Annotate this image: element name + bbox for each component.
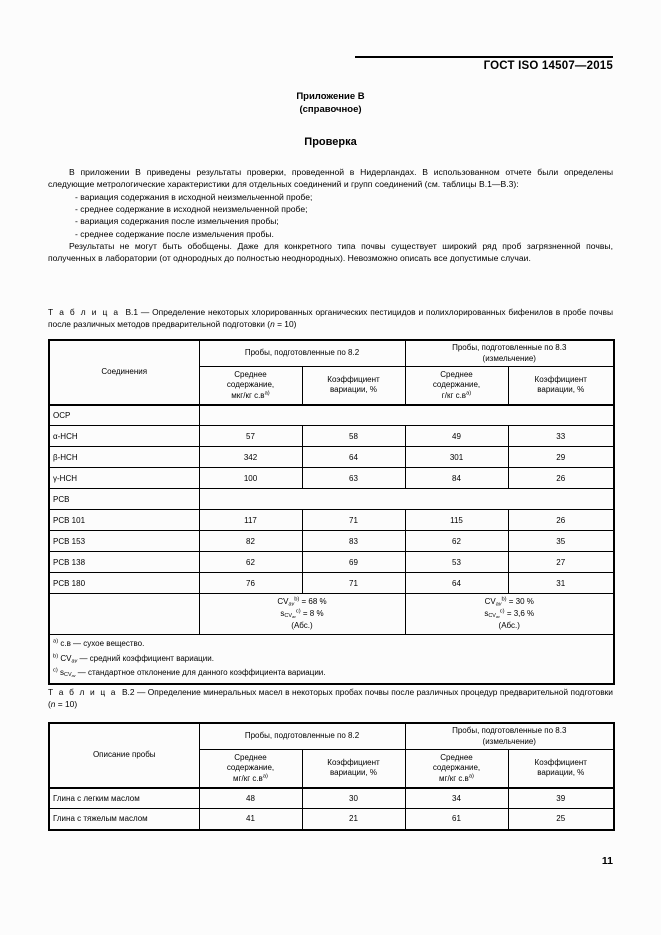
table-b1-row-5-label: PCB 101 bbox=[49, 510, 199, 531]
cv-symbol: CV bbox=[484, 597, 496, 606]
footnote-b-subscript: av bbox=[71, 657, 78, 664]
table-b1-hdr3-l2: содержание, bbox=[432, 380, 481, 389]
section-title: Проверка bbox=[304, 136, 357, 148]
table-b2-header-group-row bbox=[49, 723, 614, 750]
table-b1-row-ocp-label: OCP bbox=[49, 405, 199, 426]
table-b1-row-5-c1: 117 bbox=[199, 510, 302, 531]
table-b2-caption-text: — Определение минеральных масел в некоторых пробах почвы после различных процедур предварительной подготовки ( bbox=[48, 687, 613, 710]
cv-symbol: CV bbox=[277, 597, 289, 606]
annex-title-block bbox=[48, 90, 613, 116]
table-b1-hdr2-l2: вариации, % bbox=[329, 385, 378, 395]
table-b2-row-1-c4: 39 bbox=[508, 788, 614, 809]
table-b1-row-2-c1: 342 bbox=[199, 447, 302, 468]
table-b1-row-8-c1: 76 bbox=[199, 573, 302, 594]
table-row bbox=[49, 468, 614, 489]
footnote-c bbox=[53, 666, 610, 681]
table-b1-header-group-8-3 bbox=[405, 340, 614, 367]
cv-value: = 30 % bbox=[506, 597, 534, 606]
table-b1-row-8-c2: 71 bbox=[302, 573, 405, 594]
intro-paragraph-2: Результаты не могут быть обобщены. Даже для конкретного типа почвы существует широкий ряд проб загрязненной почвы, полученных в лаборатории (от однородных до полностью неоднородных). Невозможно описать все допустимые случаи. bbox=[48, 241, 613, 264]
table-b1-hdr2-l1: Коэффициент bbox=[327, 374, 380, 384]
cv-footnote-ref: b) bbox=[294, 596, 300, 603]
table-b1-row-6-c4: 35 bbox=[508, 531, 614, 552]
s-footnote-ref: c) bbox=[499, 608, 505, 615]
table-row bbox=[49, 531, 614, 552]
table-b1-row-1-c2: 58 bbox=[302, 426, 405, 447]
table-b1-header-cv-2 bbox=[508, 367, 614, 405]
cv-value: = 68 % bbox=[299, 597, 327, 606]
table-b1-header-mean-content-1 bbox=[199, 367, 302, 405]
table-b1-row-2-c4: 29 bbox=[508, 447, 614, 468]
table-b1-row-5-c2: 71 bbox=[302, 510, 405, 531]
table-b2-hdr3-l3: мг/кг с.в bbox=[439, 773, 469, 783]
footnote-b-text: — средний коэффициент вариации. bbox=[77, 653, 214, 663]
table-b1-summary-right-line1 bbox=[409, 596, 611, 608]
footnote-c-subscript bbox=[64, 672, 75, 678]
table-b2-header-group-8-3-line1: Пробы, подготовленные по 8.3 bbox=[452, 726, 567, 735]
intro-body-text bbox=[48, 166, 613, 265]
table-b2-header-group-8-3 bbox=[405, 723, 614, 750]
s-sub-av: av bbox=[495, 615, 500, 620]
table-b2-caption-n: n bbox=[50, 699, 56, 710]
table-b2-row-1-label: Глина с легким маслом bbox=[49, 788, 199, 809]
table-row bbox=[49, 405, 614, 426]
table-b1-caption-n-value: = 10) bbox=[274, 319, 297, 330]
footnote-b-symbol: CV bbox=[58, 653, 72, 663]
table-b1-summary-left-line2 bbox=[203, 608, 402, 620]
table-b1-notes-row bbox=[49, 635, 614, 684]
bullet-item-4: - среднее содержание после измельчения пробы. bbox=[75, 228, 274, 239]
table-b2-caption-n-value: = 10) bbox=[55, 699, 78, 710]
table-b1-summary-right bbox=[405, 594, 614, 635]
table-b1-row-7-c3: 53 bbox=[405, 552, 508, 573]
table-b1-caption bbox=[48, 306, 613, 330]
table-b2-hdr3-sup: а) bbox=[468, 772, 474, 779]
table-b1-row-pcb-label: PCB bbox=[49, 489, 199, 510]
table-b1-hdr3-sup: а) bbox=[466, 389, 472, 396]
table-b2-hdr4-l2: вариации, % bbox=[537, 768, 585, 778]
table-b1-row-1-c4: 33 bbox=[508, 426, 614, 447]
bullet-item-2: - среднее содержание в исходной неизмельченной пробе; bbox=[75, 204, 308, 215]
footnote-b bbox=[53, 652, 610, 667]
s-subscript bbox=[488, 613, 499, 619]
table-b1-row-1-c3: 49 bbox=[405, 426, 508, 447]
table-b1-row-6-c3: 62 bbox=[405, 531, 508, 552]
table-b1-row-7-label: PCB 138 bbox=[49, 552, 199, 573]
s-value: = 3,6 % bbox=[504, 609, 535, 618]
table-b2-header-mean-content-2 bbox=[405, 750, 508, 788]
table-b1-summary-left bbox=[199, 594, 405, 635]
footnote-c-sub-cv: CV bbox=[64, 672, 72, 679]
table-b2-row-2-label: Глина с тяжелым маслом bbox=[49, 809, 199, 830]
footnote-c-symbol: s bbox=[57, 668, 65, 677]
table-b2-row-2-c1: 41 bbox=[199, 809, 302, 830]
table-b2-hdr3-l1: Среднее bbox=[440, 752, 473, 762]
table-b1-row-6-label: PCB 153 bbox=[49, 531, 199, 552]
table-b1-header-compounds: Соединения bbox=[49, 340, 199, 405]
table-b1-header-group-8-2: Пробы, подготовленные по 8.2 bbox=[199, 340, 405, 367]
table-b2-caption-number: В.2 bbox=[121, 687, 135, 697]
table-b1-summary-right-line2 bbox=[409, 608, 611, 620]
bullet-item-1: - вариация содержания в исходной неизмельченной пробе; bbox=[75, 191, 313, 202]
table-b1-row-3-c4: 26 bbox=[508, 468, 614, 489]
cv-subscript: av bbox=[495, 601, 502, 608]
table-b2-hdr2-l1: Коэффициент bbox=[327, 757, 380, 767]
table-b1 bbox=[48, 339, 615, 685]
table-b2-header-cv-2 bbox=[508, 750, 614, 788]
footnote-a bbox=[53, 637, 610, 652]
table-b2-header-group-8-3-line2: (измельчение) bbox=[482, 736, 536, 746]
table-b2-hdr1-sup: а) bbox=[262, 772, 268, 779]
table-b1-row-2-c2: 64 bbox=[302, 447, 405, 468]
table-b2-row-1-c2: 30 bbox=[302, 788, 405, 809]
table-b1-row-5-c3: 115 bbox=[405, 510, 508, 531]
table-b2-hdr4-l1: Коэффициент bbox=[534, 757, 587, 767]
footnote-a-text: с.в — сухое вещество. bbox=[58, 639, 145, 648]
table-row bbox=[49, 510, 614, 531]
table-b1-caption-n: n bbox=[270, 319, 275, 330]
table-row bbox=[49, 552, 614, 573]
table-b1-header-group-8-3-line1: Пробы, подготовленные по 8.3 bbox=[452, 343, 567, 352]
table-b1-row-7-c4: 27 bbox=[508, 552, 614, 573]
table-b2-row-2-c3: 61 bbox=[405, 809, 508, 830]
table-b1-row-3-c3: 84 bbox=[405, 468, 508, 489]
table-b1-hdr4-l2: вариации, % bbox=[537, 385, 585, 395]
table-b1-row-3-c1: 100 bbox=[199, 468, 302, 489]
table-b1-row-3-c2: 63 bbox=[302, 468, 405, 489]
table-b2-row-2-c2: 21 bbox=[302, 809, 405, 830]
table-b2-header-cv-1 bbox=[302, 750, 405, 788]
table-b1-row-pcb-empty bbox=[199, 489, 614, 510]
table-b2-caption-prefix: Т а б л и ц а bbox=[48, 687, 118, 697]
table-b2-row-2-c4: 25 bbox=[508, 809, 614, 830]
table-b1-row-1-c1: 57 bbox=[199, 426, 302, 447]
table-b1-hdr1-l3: мкг/кг с.в bbox=[231, 390, 265, 400]
table-b1-hdr4-l1: Коэффициент bbox=[534, 374, 587, 384]
table-b2-hdr1-l1: Среднее bbox=[234, 752, 267, 762]
table-b1-row-3-label: γ-HCH bbox=[49, 468, 199, 489]
table-b1-row-8-c3: 64 bbox=[405, 573, 508, 594]
s-sub-cv: CV bbox=[284, 613, 292, 620]
footnote-c-marker: c) bbox=[53, 667, 58, 674]
table-b1-row-7-c1: 62 bbox=[199, 552, 302, 573]
s-value: = 8 % bbox=[300, 609, 324, 618]
table-b1-caption-text: — Определение некоторых хлорированных органических пестицидов и полихлорированных бифенилов в пробе почвы после различных методов предварительной подготовки ( bbox=[48, 307, 613, 330]
table-b1-header-mean-content-2 bbox=[405, 367, 508, 405]
s-subscript bbox=[284, 613, 295, 619]
footnote-b-marker: b) bbox=[53, 652, 59, 659]
s-sub-cv: CV bbox=[488, 613, 496, 620]
table-b1-summary-row bbox=[49, 594, 614, 635]
footnote-c-sub-av: av bbox=[71, 674, 76, 679]
table-b2-row-1-c3: 34 bbox=[405, 788, 508, 809]
table-b1-row-7-c2: 69 bbox=[302, 552, 405, 573]
table-b1-footnotes bbox=[49, 635, 614, 684]
table-b1-header-cv-1 bbox=[302, 367, 405, 405]
table-b2-hdr2-l2: вариации, % bbox=[329, 768, 378, 778]
table-b2-hdr1-l2: содержание, bbox=[226, 763, 275, 772]
table-row bbox=[49, 489, 614, 510]
table-b2-hdr3-l2: содержание, bbox=[432, 763, 481, 772]
table-b2-header-sample-description: Описание пробы bbox=[49, 723, 199, 788]
table-b1-row-8-label: PCB 180 bbox=[49, 573, 199, 594]
s-symbol: s bbox=[280, 609, 285, 618]
bullet-item-3: - вариация содержания после измельчения пробы; bbox=[75, 216, 279, 227]
table-b1-header-group-8-3-line2: (измельчение) bbox=[482, 353, 536, 363]
table-b1-row-1-label: α-HCH bbox=[49, 426, 199, 447]
table-b1-summary-left-line1 bbox=[203, 596, 402, 608]
table-b1-hdr3-l1: Среднее bbox=[440, 369, 473, 379]
header-rule bbox=[355, 56, 613, 58]
footnote-a-marker: а) bbox=[53, 638, 59, 645]
page-number: 11 bbox=[601, 855, 613, 867]
table-b2-row-1-c1: 48 bbox=[199, 788, 302, 809]
footnote-c-text: — стандартное отклонение для данного коэффициента вариации. bbox=[75, 668, 326, 677]
s-sub-av: av bbox=[291, 615, 296, 620]
table-b1-hdr1-sup: а) bbox=[264, 389, 270, 396]
table-b1-row-6-c2: 83 bbox=[302, 531, 405, 552]
table-b2-caption bbox=[48, 686, 613, 710]
table-b1-row-ocp-empty bbox=[199, 405, 614, 426]
table-b1-header-group-row bbox=[49, 340, 614, 367]
table-b1-summary-right-line3: (Абс.) bbox=[498, 621, 520, 630]
intro-paragraph-1: В приложении В приведены результаты проверки, проведенной в Нидерландах. В использованном отчете были определены следующие метрологические характеристики для отдельных соединений и групп соединений (см. таблицы В.1—В.3): bbox=[48, 167, 613, 190]
table-row bbox=[49, 809, 614, 830]
s-footnote-ref: c) bbox=[295, 608, 301, 615]
table-b1-hdr3-l3: г/кг с.в bbox=[441, 390, 467, 400]
table-b1-caption-number: В.1 bbox=[125, 307, 139, 317]
table-b2 bbox=[48, 722, 615, 831]
table-row bbox=[49, 573, 614, 594]
annex-label: Приложение В bbox=[296, 91, 365, 102]
table-b1-hdr1-l1: Среднее bbox=[234, 369, 267, 379]
document-header-standard-number: ГОСТ ISO 14507—2015 bbox=[483, 60, 613, 72]
s-symbol: s bbox=[484, 609, 489, 618]
table-b1-summary-left-line3: (Абс.) bbox=[291, 621, 313, 630]
table-b1-row-5-c4: 26 bbox=[508, 510, 614, 531]
table-b1-row-2-c3: 301 bbox=[405, 447, 508, 468]
table-row bbox=[49, 426, 614, 447]
cv-subscript: av bbox=[288, 601, 295, 608]
table-b2-header-mean-content-1 bbox=[199, 750, 302, 788]
table-row bbox=[49, 447, 614, 468]
cv-footnote-ref: b) bbox=[501, 596, 507, 603]
table-b1-caption-prefix: Т а б л и ц а bbox=[48, 307, 120, 317]
annex-kind: (справочное) bbox=[299, 104, 362, 115]
table-b1-row-6-c1: 82 bbox=[199, 531, 302, 552]
table-b1-hdr1-l2: содержание, bbox=[226, 380, 275, 389]
table-b1-summary-empty-label bbox=[49, 594, 199, 635]
table-b2-header-group-8-2: Пробы, подготовленные по 8.2 bbox=[199, 723, 405, 750]
table-row bbox=[49, 788, 614, 809]
table-b1-row-2-label: β-HCH bbox=[49, 447, 199, 468]
table-b2-hdr1-l3: мг/кг с.в bbox=[233, 773, 263, 783]
table-b1-row-8-c4: 31 bbox=[508, 573, 614, 594]
